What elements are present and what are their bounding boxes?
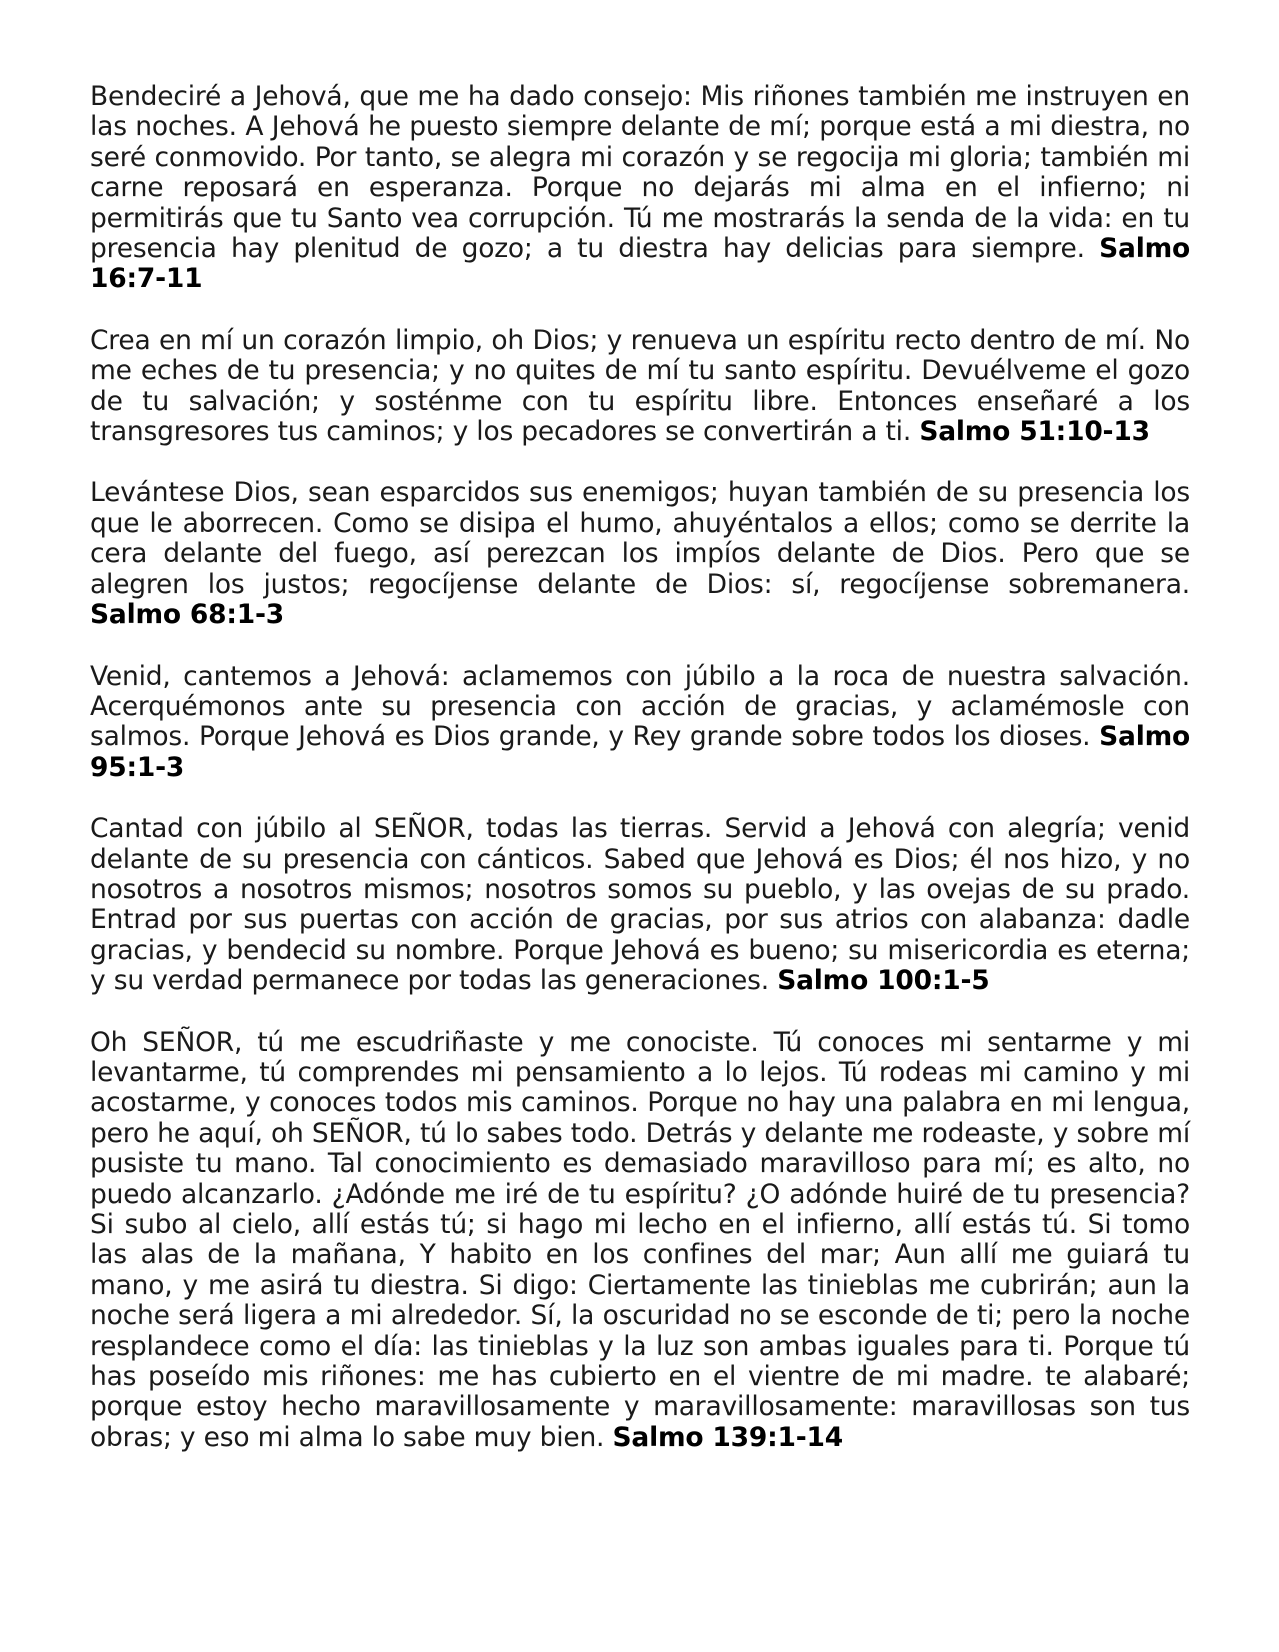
passage-text: Oh SEÑOR, tú me escudriñaste y me conociste. Tú conoces mi sentarme y mi levantarme, tú comprendes mi pensamiento a lo lejos. Tú rodeas mi camino y mi acostarme, y conoces todos mis caminos. Porque no hay una palabra en mi lengua, pero he aquí, oh SEÑOR, tú lo sabes todo. Detrás y delante me rodeaste, y sobre mí pusiste tu mano. Tal conocimiento es demasiado maravilloso para mí; es alto, no puedo alcanzarlo. ¿Adónde me iré de tu espíritu? ¿O adónde huiré de tu presencia? Si subo al cielo, allí estás tú; si hago mi lecho en el infierno, allí estás tú. Si tomo las alas de la mañana, Y habito en los confines del mar; Aun allí me guiará tu mano, y me asirá tu diestra. Si digo: Ciertamente las tinieblas me cubrirán; aun la noche será ligera a mi alrededor. Sí, la oscuridad no se esconde de ti; pero la noche resplandece como el día: las tinieblas y la luz son ambas iguales para ti. Porque tú has poseído mis riñones: me has cubierto en el vientre de mi madre. te alabaré; porque estoy hecho maravillosamente y maravillosamente: maravillosas son tus obras; y eso mi alma lo sabe muy bien. (90, 1026, 1190, 1453)
passage-psalm-95 (90, 662, 1190, 784)
passage-psalm-139 (90, 1028, 1190, 1454)
scripture-reference: Salmo 95:1-3 (90, 721, 1190, 783)
scripture-reference: Salmo 68:1-3 (90, 599, 285, 631)
passage-text: Cantad con júbilo al SEÑOR, todas las tierras. Servid a Jehová con alegría; venid delante de su presencia con cánticos. Sabed que Jehová es Dios; él nos hizo, y no nosotros a nosotros mismos; nosotros somos su pueblo, y las ovejas de su prado. Entrad por sus puertas con acción de gracias, por sus atrios con alabanza: dadle gracias, y bendecid su nombre. Porque Jehová es bueno; su misericordia es eterna; y su verdad permanece por todas las generaciones. (90, 813, 1190, 997)
passage-psalm-16 (90, 82, 1190, 295)
scripture-reference: Salmo 100:1-5 (777, 965, 990, 997)
passage-text: Venid, cantemos a Jehová: aclamemos con júbilo a la roca de nuestra salvación. Acerquémonos ante su presencia con acción de gracias, y aclamémosle con salmos. Porque Jehová es Dios grande, y Rey grande sobre todos los dioses. (90, 660, 1190, 753)
passage-psalm-68 (90, 478, 1190, 630)
passage-text: Bendeciré a Jehová, que me ha dado consejo: Mis riñones también me instruyen en las noches. A Jehová he puesto siempre delante de mí; porque está a mi diestra, no seré conmovido. Por tanto, se alegra mi corazón y se regocija mi gloria; también mi carne reposará en esperanza. Porque no dejarás mi alma en el infierno; ni permitirás que tu Santo vea corrupción. Tú me mostrarás la senda de la vida: en tu presencia hay plenitud de gozo; a tu diestra hay delicias para siempre. (90, 81, 1190, 265)
passage-text: Crea en mí un corazón limpio, oh Dios; y renueva un espíritu recto dentro de mí. No me eches de tu presencia; y no quites de mí tu santo espíritu. Devuélveme el gozo de tu salvación; y sosténme con tu espíritu libre. Entonces enseñaré a los transgresores tus caminos; y los pecadores se convertirán a ti. (90, 324, 1190, 448)
scripture-reference: Salmo 51:10-13 (919, 416, 1150, 448)
scripture-reference: Salmo 16:7-11 (90, 233, 1190, 295)
passage-text: Levántese Dios, sean esparcidos sus enemigos; huyan también de su presencia los que le aborrecen. Como se disipa el humo, ahuyéntalos a ellos; como se derrite la cera delante del fuego, así perezcan los impíos delante de Dios. Pero que se alegren los justos; regocíjense delante de Dios: sí, regocíjense sobremanera. (90, 477, 1190, 600)
scripture-reference: Salmo 139:1-14 (612, 1421, 844, 1453)
passage-psalm-100 (90, 814, 1190, 996)
passage-psalm-51 (90, 326, 1190, 448)
document-page (90, 82, 1190, 1484)
